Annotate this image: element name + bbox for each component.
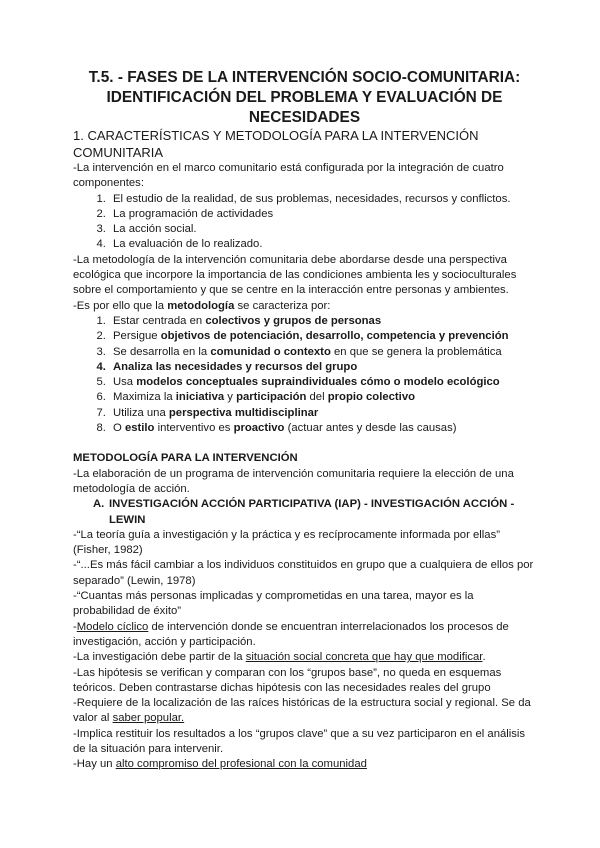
paragraph: -La intervención en el marco comunitario está configurada por la integración de cuatro componentes:: [73, 162, 504, 190]
text-span: Persigue: [113, 330, 161, 343]
paragraph: [73, 620, 536, 651]
bold-text: modelos conceptuales supraindividuales cómo o modelo ecológico: [136, 376, 500, 389]
underlined-text: situación social concreta que hay que modificar: [245, 651, 483, 664]
paragraph: -La metodología de la intervención comunitaria debe abordarse desde una perspectiva ecológica que incorpore la importancia de las condiciones ambienta les y socioculturales sobre el comportamiento y que se centre en la interacción entre personas y ambientes.: [73, 253, 517, 297]
paragraph: [73, 299, 536, 314]
section-heading: 1. CARACTERÍSTICAS Y METODOLOGÍA PARA LA INTERVENCIÓN COMUNITARIA: [73, 128, 479, 160]
bold-text: estilo: [124, 422, 155, 435]
text-span: (actuar antes y desde las causas): [284, 422, 457, 435]
paragraph: [73, 757, 536, 772]
text-span: -Hay un: [73, 758, 116, 771]
text-span: Maximiza la: [113, 391, 176, 404]
list-item: 3. La acción social.: [109, 222, 536, 237]
page-title: T.5. - FASES DE LA INTERVENCIÓN SOCIO-COMUNITARIA: IDENTIFICACIÓN DEL PROBLEMA Y EVALUACIÓN DE NECESIDADES: [88, 69, 521, 126]
text-span: y: [224, 391, 237, 404]
list-item: 4. La evaluación de lo realizado.: [109, 237, 536, 252]
bold-text: participación: [236, 391, 307, 404]
underlined-text: saber popular.: [112, 712, 185, 725]
text-span: Se desarrolla en la: [113, 345, 211, 358]
text-span: -Es por ello que la: [73, 299, 168, 312]
bold-text: comunidad o contexto: [210, 345, 331, 358]
text-span: -: [73, 620, 77, 633]
list-item: [109, 406, 536, 421]
text-span: en que se genera la problemática: [330, 345, 502, 358]
list-item: 2. La programación de actividades: [109, 207, 536, 222]
list-item: [109, 421, 536, 436]
text-span: del: [306, 391, 328, 404]
paragraph: -La elaboración de un programa de intervención comunitaria requiere la elección de una metodología de acción.: [73, 467, 514, 495]
section-heading: METODOLOGÍA PARA LA INTERVENCIÓN: [73, 452, 298, 465]
list-item: [109, 360, 536, 375]
list-item: 1. El estudio de la realidad, de sus problemas, necesidades, recursos y conflictos.: [109, 192, 536, 207]
list-item: [109, 375, 536, 390]
text-span: se caracteriza por:: [234, 299, 331, 312]
paragraph: [73, 650, 536, 665]
characteristics-list: [73, 314, 536, 436]
list-item: [109, 314, 536, 329]
text-span: -Requiere de la localización de las raíces históricas de la estructura social y regional. Se da valor al: [73, 697, 531, 725]
text-span: Estar centrada en: [113, 314, 206, 327]
spacer: [73, 436, 536, 451]
text-span: Usa: [113, 376, 137, 389]
paragraph: -Implica restituir los resultados a los “grupos clave” que a su vez participaron en el análisis de la situación para intervenir.: [73, 727, 526, 755]
underlined-text: Modelo cíclico: [76, 620, 149, 633]
quote-paragraph: -“...Es más fácil cambiar a los individuos constituidos en grupo que a cualquiera de ellos por separado” (Lewin, 1978): [73, 559, 534, 587]
bold-text: metodología: [167, 299, 235, 312]
bold-text: iniciativa: [175, 391, 225, 404]
text-span: Utiliza una: [113, 406, 169, 419]
text-span: interventivo es: [154, 422, 234, 435]
bold-text: objetivos de potenciación, desarrollo, competencia y prevención: [160, 330, 509, 343]
text-span: de intervención donde se encuentran interrelacionados los procesos de investigación, acción y participación.: [73, 620, 509, 648]
list-item: [109, 390, 536, 405]
bold-text: perspectiva multidisciplinar: [168, 406, 319, 419]
text-span: -La investigación debe partir de la: [73, 651, 246, 664]
underlined-text: alto compromiso del profesional con la comunidad: [115, 758, 367, 771]
list-item: [109, 329, 536, 344]
quote-paragraph: -“Cuantas más personas implicadas y comprometidas en una tarea, mayor es la probabilidad de éxito”: [73, 590, 474, 618]
subsection-title: INVESTIGACIÓN ACCIÓN PARTICIPATIVA (IAP) - INVESTIGACIÓN ACCIÓN - LEWIN: [109, 498, 515, 526]
subsection-letter: A.: [93, 498, 105, 511]
quote-paragraph: -“La teoría guía a investigación y la práctica y es recíprocamente informada por ellas” (Fisher, 1982): [73, 528, 500, 557]
bold-text: propio colectivo: [327, 391, 415, 404]
components-list: [73, 192, 536, 253]
bold-text: colectivos y grupos de personas: [205, 314, 382, 327]
bold-text: Analiza las necesidades y recursos del grupo: [113, 360, 358, 373]
list-item: [109, 345, 536, 360]
text-span: O: [113, 422, 125, 435]
subsection-heading: [73, 497, 536, 528]
paragraph: -Las hipótesis se verifican y comparan con los “grupos base”, no queda en esquemas teóricos. Deben contrastarse dichas hipótesis con las necesidades reales del grupo: [73, 666, 502, 694]
paragraph: [73, 696, 536, 727]
text-span: .: [482, 651, 486, 664]
bold-text: proactivo: [233, 422, 285, 435]
